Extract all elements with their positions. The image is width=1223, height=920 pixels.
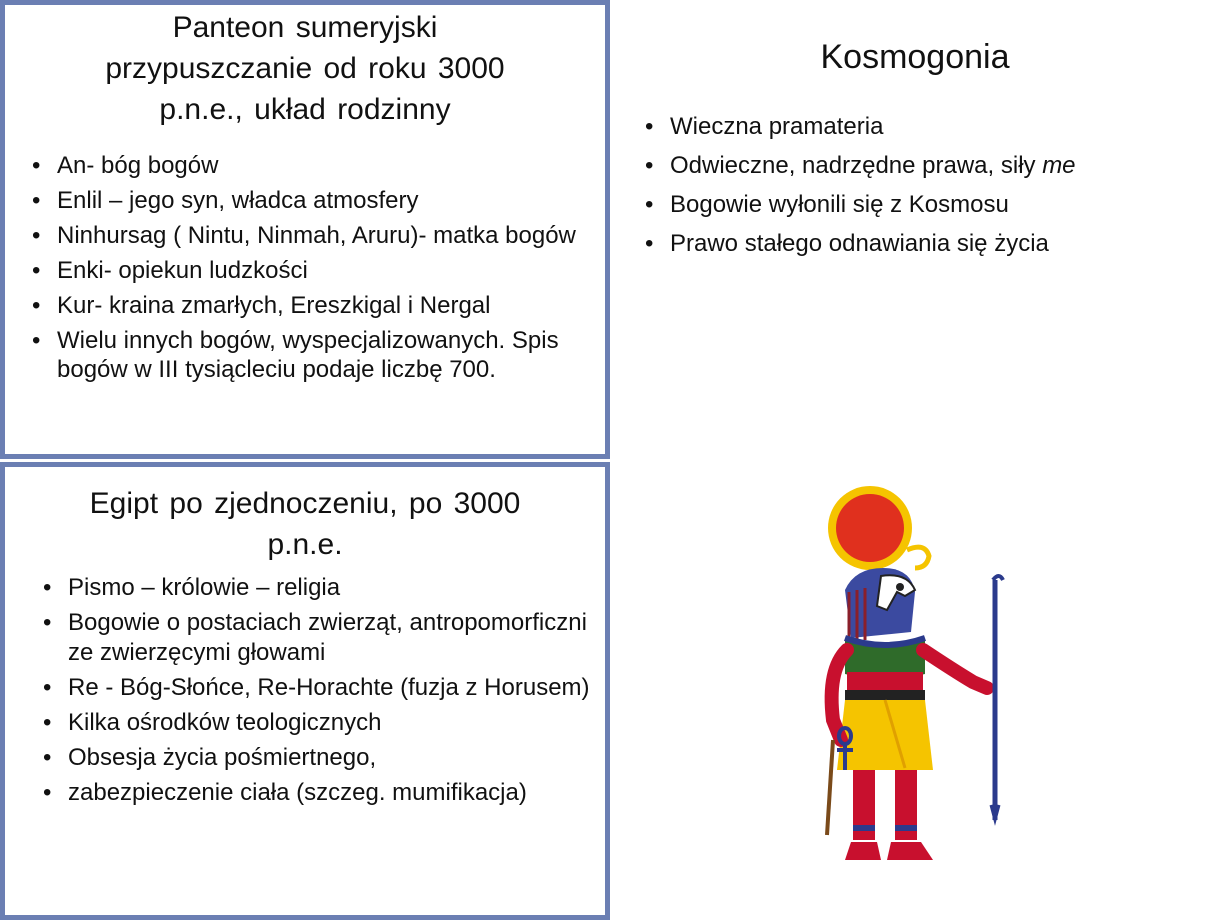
list-item: • Kur- kraina zmarłych, Ereszkigal i Nergal bbox=[32, 291, 577, 320]
ra-horakhty-icon bbox=[815, 480, 1015, 865]
list-item: • An- bóg bogów bbox=[32, 151, 577, 180]
list-item: • Bogowie o postaciach zwierząt, antropomorficzni ze zwierzęcymi głowami bbox=[43, 608, 598, 668]
list-item-emphasis: me bbox=[1042, 152, 1076, 179]
list-item: • Obsesja życia pośmiertnego, bbox=[43, 743, 598, 773]
list-item: • Enlil – jego syn, władca atmosfery bbox=[32, 186, 577, 215]
sumer-title-line2: przypuszczanie od roku 3000 bbox=[105, 52, 505, 85]
egypt-list bbox=[43, 573, 598, 813]
list-item: • Wieczna pramateria bbox=[645, 110, 1205, 144]
sumer-title-line3: p.n.e., układ rodzinny bbox=[159, 93, 451, 126]
list-item: • Kilka ośrodków teologicznych bbox=[43, 708, 598, 738]
list-item: • zabezpieczenie ciała (szczeg. mumifikacja) bbox=[43, 778, 598, 808]
list-item bbox=[645, 149, 1205, 183]
kosmogonia-list bbox=[645, 110, 1205, 266]
sumer-panel bbox=[0, 0, 610, 459]
egypt-panel bbox=[0, 462, 610, 920]
sumer-title bbox=[5, 5, 605, 130]
list-item: • Wielu innych bogów, wyspecjalizowanych. Spis bogów w III tysiącleciu podaje liczbę 700. bbox=[32, 326, 577, 384]
egypt-title-line2: p.n.e. bbox=[267, 528, 343, 561]
list-item: • Pismo – królowie – religia bbox=[43, 573, 598, 603]
egypt-title-line1: Egipt po zjednoczeniu, po 3000 bbox=[89, 487, 521, 520]
sumer-title-line1: Panteon sumeryjski bbox=[172, 11, 438, 44]
list-item: • Ninhursag ( Nintu, Ninmah, Aruru)- matka bogów bbox=[32, 221, 577, 250]
sumer-list bbox=[32, 151, 577, 390]
list-item-text: Odwieczne, nadrzędne prawa, siły bbox=[670, 152, 1043, 179]
list-item: • Re - Bóg-Słońce, Re-Horachte (fuzja z Horusem) bbox=[43, 673, 598, 703]
kosmogonia-title: Kosmogonia bbox=[820, 38, 1010, 76]
list-item: • Enki- opiekun ludzkości bbox=[32, 256, 577, 285]
egypt-title bbox=[5, 467, 605, 565]
list-item: • Bogowie wyłonili się z Kosmosu bbox=[645, 188, 1205, 222]
list-item: • Prawo stałego odnawiania się życia bbox=[645, 227, 1205, 261]
